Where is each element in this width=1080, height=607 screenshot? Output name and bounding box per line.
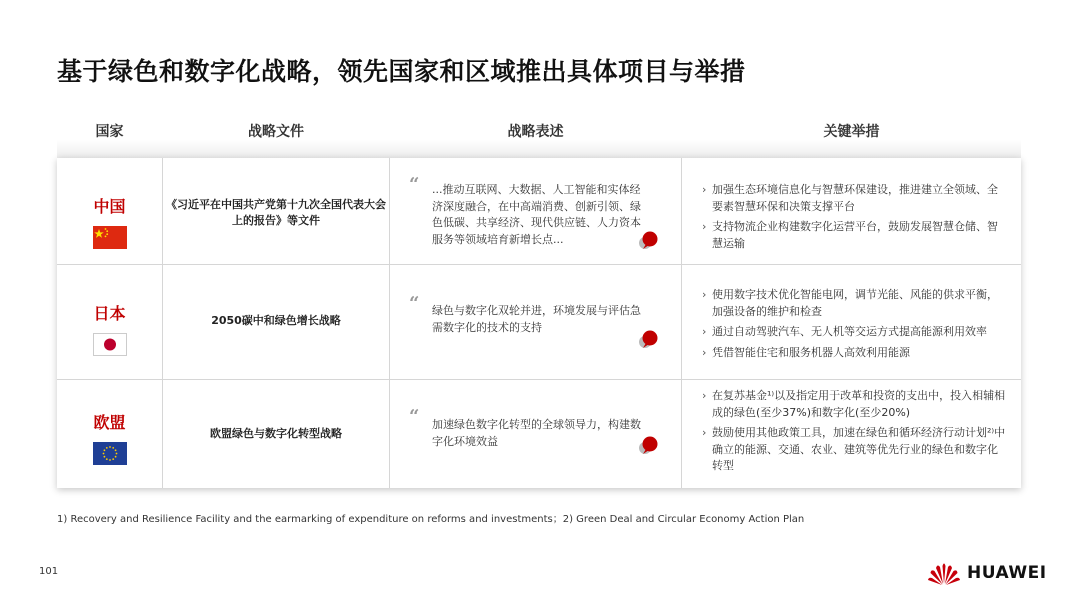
page-number: 101 [39,566,59,577]
measure-item: › 支持物流企业构建数字化运营平台，鼓励发展智慧仓储、智慧运输 [702,219,1007,252]
country-name: 欧盟 [93,413,126,432]
header-document: 战略文件 [248,124,304,140]
eu-flag-icon [93,442,127,465]
speech-bubble-icon [637,230,659,252]
country-cell [57,410,162,465]
strategy-document: 欧盟绿色与数字化转型战略 [210,427,342,440]
strategy-statement: ...推动互联网、大数据、人工智能和实体经济深度融合，在中高端消费、创新引领、绿色低碳、共享经济、现代供应链、人力资本服务等领域培育新增长点... [432,183,641,246]
china-flag-icon [93,226,127,249]
strategy-statement: 加速绿色数字化转型的全球领导力，构建数字化环境效益 [432,418,641,448]
strategy-document: 《习近平在中国共产党第十九次全国代表大会上的报告》等文件 [166,198,386,227]
header-country: 国家 [95,124,124,140]
header-shade [57,140,1021,158]
table-row-eu [57,379,1021,489]
key-measures [702,182,1007,256]
huawei-petal-icon [927,560,961,586]
measure-item: › 使用数字技术优化智能电网，调节光能、风能的供求平衡，加强设备的维护和检查 [702,287,1007,320]
country-name: 中国 [93,197,126,216]
header-measures: 关键举措 [823,124,880,140]
speech-bubble-icon [637,329,659,351]
table-row-japan [57,264,1021,380]
strategy-table [57,158,1021,488]
strategy-document: 2050碳中和绿色增长战略 [211,314,341,327]
country-cell [57,301,162,356]
huawei-logo [927,560,1047,586]
quote-icon: “ [409,174,420,195]
measure-item: › 在复苏基金¹⁾以及指定用于改革和投资的支出中，投入相辅相成的绿色(至少37%)和数字化(至少20%) [702,388,1007,421]
speech-bubble-icon [637,435,659,457]
measure-item: › 通过自动驾驶汽车、无人机等交运方式提高能源利用效率 [702,324,1007,341]
quote-icon: “ [409,293,420,314]
measure-item: › 凭借智能住宅和服务机器人高效利用能源 [702,345,1007,362]
country-cell [57,194,162,249]
measure-item: › 鼓励使用其他政策工具，加速在绿色和循环经济行动计划²⁾中确立的能源、交通、农业、建筑等优先行业的绿色和数字化转型 [702,425,1007,475]
logo-text: HUAWEI [967,563,1047,583]
quote-icon: “ [409,406,420,427]
strategy-statement: 绿色与数字化双轮并进，环境发展与评估急需数字化的技术的支持 [432,304,641,334]
key-measures [702,388,1007,479]
table-row-china [57,158,1021,264]
footnote: 1) Recovery and Resilience Facility and the earmarking of expenditure on reforms and investments；2) Green Deal and Circular Economy Action Plan [57,514,805,525]
page-title: 基于绿色和数字化战略，领先国家和区域推出具体项目与举措 [57,57,746,86]
header-statement: 战略表述 [507,124,564,140]
japan-flag-icon [93,333,127,356]
measure-item: › 加强生态环境信息化与智慧环保建设，推进建立全领域、全要素智慧环保和决策支撑平台 [702,182,1007,215]
key-measures [702,287,1007,365]
country-name: 日本 [93,304,126,323]
